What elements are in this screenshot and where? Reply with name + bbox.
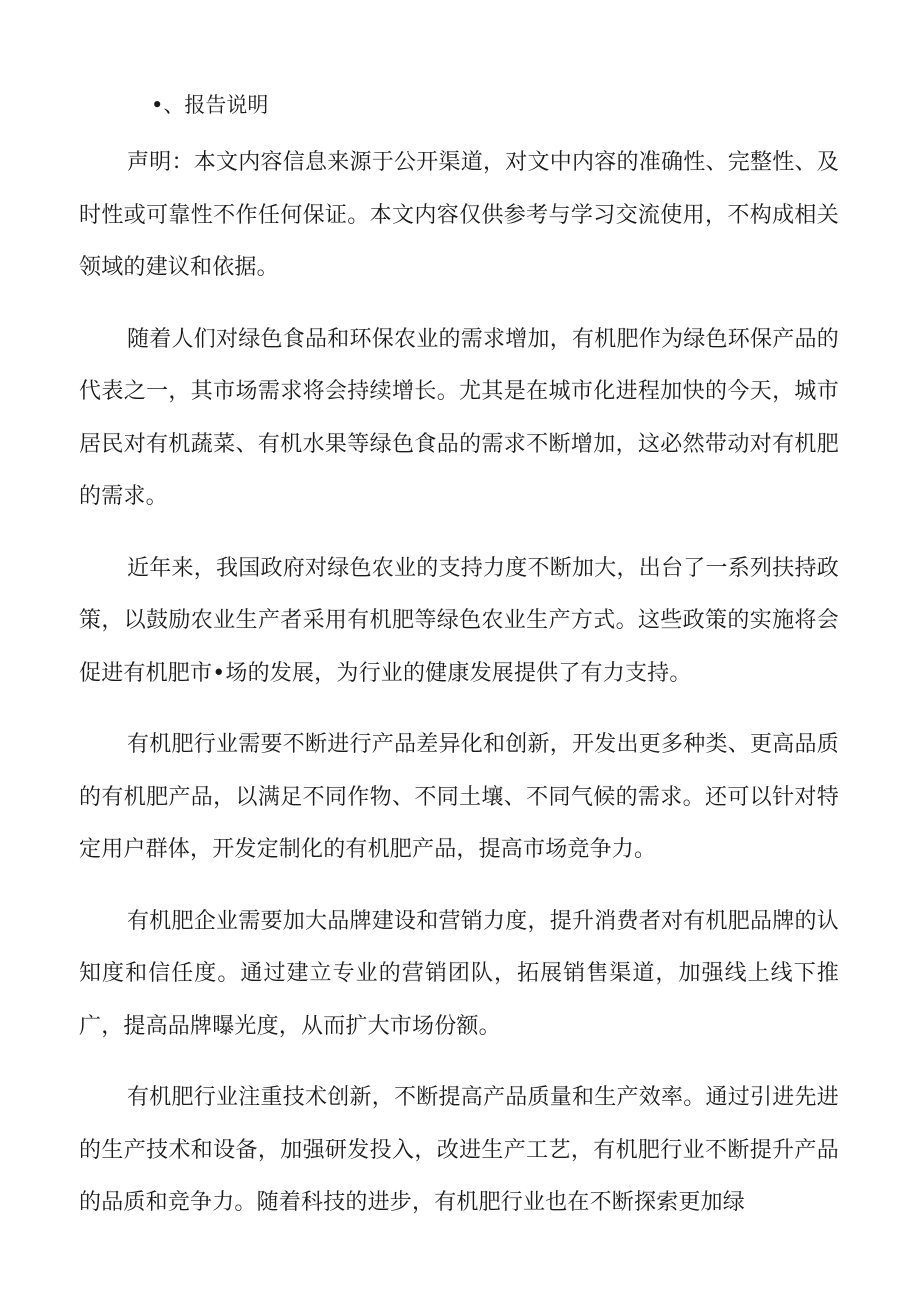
section-heading: •、报告说明 — [151, 93, 269, 117]
body-paragraph-policy: 近年来，我国政府对绿色农业的支持力度不断加大，出台了一系列扶持政策，以鼓励农业生产者采用有机肥等绿色农业生产方式。这些政策的实施将会促进有机肥市•场的发展，为行业的健康发展提供了有力支持。 — [79, 555, 839, 686]
body-paragraph-technology: 有机肥行业注重技术创新，不断提高产品质量和生产效率。通过引进先进的生产技术和设备，加强研发投入，改进生产工艺，有机肥行业不断提升产品的品质和竞争力。随着科技的进步，有机肥行业也在不断探索更加绿 — [79, 1085, 839, 1215]
body-paragraph-demand: 随着人们对绿色食品和环保农业的需求增加，有机肥作为绿色环保产品的代表之一，其市场需求将会持续增长。尤其是在城市化进程加快的今天，城市居民对有机蔬菜、有机水果等绿色食品的需求不断增加，这必然带动对有机肥的需求。 — [79, 326, 839, 509]
body-paragraph-innovation: 有机肥行业需要不断进行产品差异化和创新，开发出更多种类、更高品质的有机肥产品，以满足不同作物、不同土壤、不同气候的需求。还可以针对特定用户群体，开发定制化的有机肥产品，提高市场竞争力。 — [79, 732, 839, 862]
document-page — [79, 86, 839, 1249]
body-paragraph-branding: 有机肥企业需要加大品牌建设和营销力度，提升消费者对有机肥品牌的认知度和信任度。通过建立专业的营销团队，拓展销售渠道，加强线上线下推广，提高品牌曝光度，从而扩大市场份额。 — [79, 908, 839, 1039]
disclaimer-paragraph: 声明：本文内容信息来源于公开渠道，对文中内容的准确性、完整性、及时性或可靠性不作任何保证。本文内容仅供参考与学习交流使用，不构成相关领域的建议和依据。 — [79, 150, 839, 280]
